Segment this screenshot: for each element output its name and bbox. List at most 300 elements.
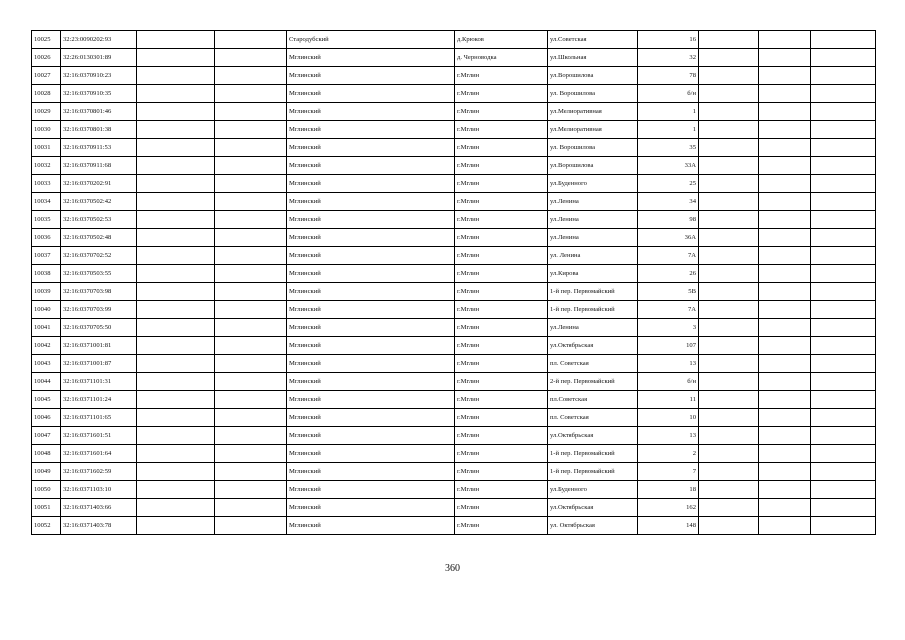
table-row [32,499,876,517]
empty-cell [759,283,811,301]
locality-cell: г.Мглин [455,517,548,535]
empty-cell [811,31,876,49]
table-row [32,67,876,85]
cadastral-number-cell: 32:16:0371001:87 [61,355,137,373]
empty-cell [215,67,287,85]
cadastral-number-cell: 32:16:0370502:42 [61,193,137,211]
locality-cell: г.Мглин [455,301,548,319]
empty-cell [699,229,759,247]
cadastral-number-cell: 32:16:0370502:53 [61,211,137,229]
empty-cell [215,463,287,481]
empty-cell [811,85,876,103]
empty-cell [137,175,215,193]
record-number-cell: 10026 [32,49,61,67]
district-cell: Мглинский [287,67,455,85]
cadastral-number-cell: 32:16:0371601:64 [61,445,137,463]
empty-cell [215,85,287,103]
house-number-cell: б/н [638,85,699,103]
empty-cell [215,427,287,445]
empty-cell [215,121,287,139]
district-cell: Мглинский [287,157,455,175]
cadastral-number-cell: 32:16:0371601:51 [61,427,137,445]
empty-cell [811,301,876,319]
record-number-cell: 10050 [32,481,61,499]
district-cell: Мглинский [287,265,455,283]
locality-cell: д.Крюков [455,31,548,49]
district-cell: Мглинский [287,391,455,409]
record-number-cell: 10048 [32,445,61,463]
cadastral-number-cell: 32:16:0370801:46 [61,103,137,121]
house-number-cell: 78 [638,67,699,85]
street-cell: ул.Ленина [548,211,638,229]
locality-cell: г.Мглин [455,121,548,139]
district-cell: Мглинский [287,139,455,157]
empty-cell [699,445,759,463]
empty-cell [811,427,876,445]
empty-cell [811,391,876,409]
table-row [32,49,876,67]
cadastral-number-cell: 32:23:0090202:93 [61,31,137,49]
empty-cell [699,409,759,427]
record-number-cell: 10042 [32,337,61,355]
empty-cell [137,517,215,535]
record-number-cell: 10031 [32,139,61,157]
cadastral-number-cell: 32:16:0370703:99 [61,301,137,319]
street-cell: ул.Октябрьская [548,499,638,517]
empty-cell [811,121,876,139]
house-number-cell: 13 [638,427,699,445]
cadastral-number-cell: 32:16:0371403:66 [61,499,137,517]
empty-cell [699,301,759,319]
locality-cell: г.Мглин [455,445,548,463]
table-body [32,31,876,535]
empty-cell [699,193,759,211]
table-row [32,247,876,265]
empty-cell [759,85,811,103]
empty-cell [699,139,759,157]
empty-cell [759,157,811,175]
empty-cell [699,49,759,67]
table-row [32,121,876,139]
empty-cell [759,103,811,121]
empty-cell [811,211,876,229]
house-number-cell: 2 [638,445,699,463]
empty-cell [215,139,287,157]
house-number-cell: 18 [638,481,699,499]
empty-cell [137,265,215,283]
empty-cell [759,175,811,193]
empty-cell [811,373,876,391]
empty-cell [811,499,876,517]
street-cell: ул.Ленина [548,193,638,211]
cadastral-number-cell: 32:16:0370503:55 [61,265,137,283]
record-number-cell: 10039 [32,283,61,301]
table-row [32,391,876,409]
empty-cell [137,301,215,319]
empty-cell [759,229,811,247]
cadastral-number-cell: 32:16:0370702:52 [61,247,137,265]
empty-cell [811,175,876,193]
empty-cell [699,373,759,391]
cadastral-number-cell: 32:16:0370911:68 [61,157,137,175]
house-number-cell: 25 [638,175,699,193]
empty-cell [215,373,287,391]
house-number-cell: 98 [638,211,699,229]
locality-cell: г.Мглин [455,139,548,157]
empty-cell [215,499,287,517]
street-cell: 1-й пер. Первомайский [548,283,638,301]
table-row [32,175,876,193]
empty-cell [699,121,759,139]
cadastral-number-cell: 32:16:0370502:48 [61,229,137,247]
empty-cell [137,85,215,103]
house-number-cell: 3 [638,319,699,337]
empty-cell [759,517,811,535]
house-number-cell: 148 [638,517,699,535]
empty-cell [137,481,215,499]
empty-cell [215,211,287,229]
locality-cell: г.Мглин [455,265,548,283]
record-number-cell: 10036 [32,229,61,247]
empty-cell [759,445,811,463]
district-cell: Мглинский [287,355,455,373]
empty-cell [137,355,215,373]
cadastral-number-cell: 32:16:0370703:98 [61,283,137,301]
district-cell: Мглинский [287,211,455,229]
empty-cell [137,337,215,355]
empty-cell [811,409,876,427]
empty-cell [759,301,811,319]
record-number-cell: 10029 [32,103,61,121]
empty-cell [699,355,759,373]
cadastral-number-cell: 32:16:0371103:10 [61,481,137,499]
street-cell: 1-й пер. Первомайский [548,301,638,319]
street-cell: ул. Ленина [548,247,638,265]
empty-cell [759,139,811,157]
locality-cell: г.Мглин [455,85,548,103]
table-row [32,337,876,355]
empty-cell [759,337,811,355]
empty-cell [215,157,287,175]
empty-cell [759,211,811,229]
empty-cell [699,283,759,301]
street-cell: ул.Октябрьская [548,337,638,355]
street-cell: пл. Советская [548,409,638,427]
page-number: 360 [445,563,460,574]
empty-cell [811,157,876,175]
street-cell: ул. Октябрьская [548,517,638,535]
table-row [32,301,876,319]
empty-cell [759,67,811,85]
empty-cell [699,391,759,409]
cadastral-number-cell: 32:16:0370910:35 [61,85,137,103]
house-number-cell: 32 [638,49,699,67]
street-cell: пл.Советская [548,391,638,409]
empty-cell [811,319,876,337]
house-number-cell: 7 [638,463,699,481]
empty-cell [137,247,215,265]
empty-cell [811,103,876,121]
empty-cell [699,175,759,193]
record-number-cell: 10052 [32,517,61,535]
district-cell: Мглинский [287,301,455,319]
empty-cell [811,355,876,373]
empty-cell [759,499,811,517]
house-number-cell: б/н [638,373,699,391]
empty-cell [759,319,811,337]
empty-cell [215,103,287,121]
house-number-cell: 107 [638,337,699,355]
empty-cell [699,103,759,121]
table-row [32,157,876,175]
street-cell: 1-й пер. Первомайский [548,463,638,481]
district-cell: Мглинский [287,103,455,121]
house-number-cell: 1 [638,121,699,139]
house-number-cell: 33А [638,157,699,175]
empty-cell [759,463,811,481]
house-number-cell: 35 [638,139,699,157]
record-number-cell: 10030 [32,121,61,139]
empty-cell [811,445,876,463]
empty-cell [699,211,759,229]
locality-cell: г.Мглин [455,193,548,211]
cadastral-number-cell: 32:16:0370705:50 [61,319,137,337]
street-cell: ул.Буденного [548,481,638,499]
empty-cell [137,139,215,157]
table-row [32,31,876,49]
record-number-cell: 10032 [32,157,61,175]
empty-cell [699,67,759,85]
street-cell: ул. Ворошилова [548,139,638,157]
table-row [32,355,876,373]
empty-cell [215,517,287,535]
record-number-cell: 10033 [32,175,61,193]
empty-cell [215,175,287,193]
empty-cell [759,49,811,67]
house-number-cell: 10 [638,409,699,427]
empty-cell [137,229,215,247]
record-number-cell: 10035 [32,211,61,229]
empty-cell [699,499,759,517]
street-cell: ул.Ленина [548,319,638,337]
street-cell: ул.Ворошилова [548,67,638,85]
empty-cell [137,103,215,121]
empty-cell [759,355,811,373]
empty-cell [215,319,287,337]
empty-cell [759,265,811,283]
empty-cell [699,31,759,49]
district-cell: Мглинский [287,373,455,391]
empty-cell [215,193,287,211]
record-number-cell: 10041 [32,319,61,337]
empty-cell [811,481,876,499]
empty-cell [137,121,215,139]
street-cell: ул. Ворошилова [548,85,638,103]
district-cell: Мглинский [287,283,455,301]
table-row [32,103,876,121]
district-cell: Мглинский [287,517,455,535]
house-number-cell: 36А [638,229,699,247]
house-number-cell: 1 [638,103,699,121]
empty-cell [699,427,759,445]
district-cell: Мглинский [287,319,455,337]
house-number-cell: 34 [638,193,699,211]
empty-cell [137,427,215,445]
house-number-cell: 16 [638,31,699,49]
table-row [32,373,876,391]
record-number-cell: 10049 [32,463,61,481]
locality-cell: г.Мглин [455,409,548,427]
table-row [32,445,876,463]
empty-cell [699,265,759,283]
locality-cell: г.Мглин [455,283,548,301]
empty-cell [811,247,876,265]
empty-cell [759,31,811,49]
district-cell: Мглинский [287,229,455,247]
empty-cell [215,247,287,265]
empty-cell [137,211,215,229]
cadastral-number-cell: 32:16:0371001:81 [61,337,137,355]
empty-cell [811,229,876,247]
empty-cell [811,517,876,535]
record-number-cell: 10027 [32,67,61,85]
locality-cell: г.Мглин [455,463,548,481]
locality-cell: г.Мглин [455,427,548,445]
district-cell: Мглинский [287,427,455,445]
table-row [32,427,876,445]
street-cell: ул.Мелиоративная [548,121,638,139]
empty-cell [759,427,811,445]
street-cell: ул.Буденного [548,175,638,193]
empty-cell [215,337,287,355]
empty-cell [137,193,215,211]
empty-cell [811,283,876,301]
district-cell: Мглинский [287,247,455,265]
empty-cell [137,31,215,49]
empty-cell [215,481,287,499]
table-row [32,283,876,301]
empty-cell [811,67,876,85]
cadastral-number-cell: 32:16:0371602:59 [61,463,137,481]
table-row [32,481,876,499]
table-row [32,85,876,103]
empty-cell [215,445,287,463]
locality-cell: г.Мглин [455,175,548,193]
empty-cell [699,517,759,535]
empty-cell [811,139,876,157]
locality-cell: г.Мглин [455,211,548,229]
record-number-cell: 10051 [32,499,61,517]
empty-cell [699,247,759,265]
record-number-cell: 10034 [32,193,61,211]
house-number-cell: 13 [638,355,699,373]
locality-cell: г.Мглин [455,157,548,175]
street-cell: 1-й пер. Первомайский [548,445,638,463]
empty-cell [215,229,287,247]
locality-cell: д. Черноводка [455,49,548,67]
empty-cell [699,85,759,103]
cadastral-number-cell: 32:26:0130301:89 [61,49,137,67]
street-cell: ул.Советская [548,31,638,49]
empty-cell [215,355,287,373]
empty-cell [811,337,876,355]
empty-cell [215,301,287,319]
empty-cell [811,49,876,67]
locality-cell: г.Мглин [455,481,548,499]
empty-cell [811,193,876,211]
house-number-cell: 162 [638,499,699,517]
empty-cell [137,391,215,409]
district-cell: Мглинский [287,49,455,67]
district-cell: Мглинский [287,481,455,499]
empty-cell [699,157,759,175]
table-row [32,139,876,157]
table-row [32,193,876,211]
empty-cell [137,49,215,67]
empty-cell [759,481,811,499]
locality-cell: г.Мглин [455,229,548,247]
cadastral-number-cell: 32:16:0371101:31 [61,373,137,391]
empty-cell [759,409,811,427]
locality-cell: г.Мглин [455,337,548,355]
record-number-cell: 10038 [32,265,61,283]
empty-cell [699,319,759,337]
cadastral-number-cell: 32:16:0371101:24 [61,391,137,409]
empty-cell [759,373,811,391]
empty-cell [699,481,759,499]
table-row [32,319,876,337]
empty-cell [759,121,811,139]
record-number-cell: 10043 [32,355,61,373]
empty-cell [137,373,215,391]
record-number-cell: 10037 [32,247,61,265]
house-number-cell: 11 [638,391,699,409]
locality-cell: г.Мглин [455,373,548,391]
empty-cell [137,283,215,301]
locality-cell: г.Мглин [455,67,548,85]
street-cell: ул.Кирова [548,265,638,283]
locality-cell: г.Мглин [455,391,548,409]
street-cell: ул.Мелиоративная [548,103,638,121]
empty-cell [811,463,876,481]
record-number-cell: 10046 [32,409,61,427]
district-cell: Мглинский [287,463,455,481]
district-cell: Стародубский [287,31,455,49]
house-number-cell: 7А [638,301,699,319]
locality-cell: г.Мглин [455,103,548,121]
locality-cell: г.Мглин [455,355,548,373]
empty-cell [215,409,287,427]
district-cell: Мглинский [287,445,455,463]
empty-cell [759,193,811,211]
record-number-cell: 10040 [32,301,61,319]
empty-cell [215,265,287,283]
empty-cell [215,283,287,301]
empty-cell [811,265,876,283]
district-cell: Мглинский [287,121,455,139]
street-cell: ул.Ворошилова [548,157,638,175]
district-cell: Мглинский [287,175,455,193]
house-number-cell: 5В [638,283,699,301]
locality-cell: г.Мглин [455,319,548,337]
empty-cell [215,31,287,49]
district-cell: Мглинский [287,409,455,427]
street-cell: ул.Ленина [548,229,638,247]
empty-cell [215,391,287,409]
cadastral-number-cell: 32:16:0371403:78 [61,517,137,535]
empty-cell [699,463,759,481]
district-cell: Мглинский [287,337,455,355]
